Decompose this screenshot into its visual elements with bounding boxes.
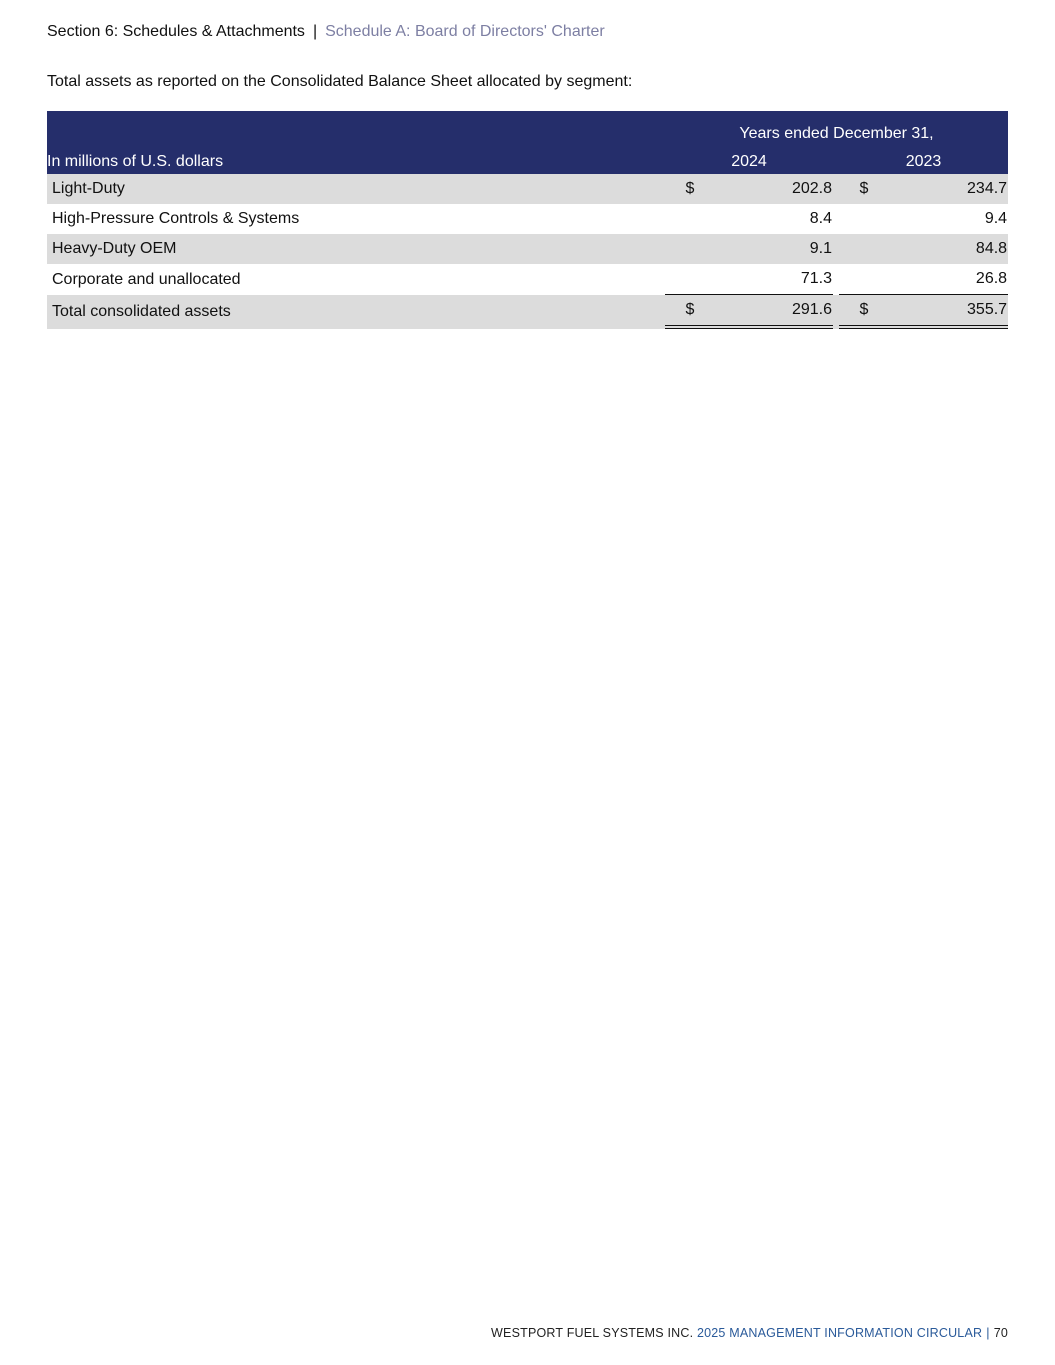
total-label: Total consolidated assets (47, 295, 665, 329)
footer-company: WESTPORT FUEL SYSTEMS INC. (491, 1326, 694, 1340)
table-row (47, 174, 1008, 204)
row-label: Light-Duty (47, 174, 665, 204)
total-2023: 355.7 (889, 295, 1008, 329)
currency-symbol: $ (665, 174, 715, 204)
row-label: High-Pressure Controls & Systems (52, 210, 300, 227)
section-title: Section 6: Schedules & Attachments (47, 23, 305, 40)
value-2023: 9.4 (984, 210, 1008, 227)
footer-separator: | (986, 1326, 990, 1340)
table-header-row-years (47, 143, 1008, 174)
table-row (47, 204, 1008, 234)
page-header (47, 23, 605, 41)
value-2024: 8.4 (809, 210, 832, 227)
value-2023: 234.7 (889, 174, 1008, 204)
table-total-row (47, 295, 1008, 329)
year-header-2023: 2023 (839, 143, 1008, 174)
table-row (47, 264, 1008, 295)
table-row (47, 234, 1008, 264)
value-2023: 84.8 (889, 234, 1008, 264)
row-label: Corporate and unallocated (52, 270, 241, 288)
units-header: In millions of U.S. dollars (47, 143, 665, 174)
header-separator: | (312, 23, 318, 40)
subsection-title: Schedule A: Board of Directors' Charter (325, 23, 605, 40)
page-number: 70 (993, 1326, 1008, 1340)
value-2023: 26.8 (889, 264, 1008, 295)
currency-symbol: $ (839, 295, 889, 329)
row-label: Heavy-Duty OEM (47, 234, 665, 264)
year-header-2024: 2024 (665, 143, 833, 174)
value-2024: 9.1 (715, 234, 833, 264)
total-2024: 291.6 (715, 295, 833, 329)
page-footer (491, 1326, 1008, 1340)
table-header-row-period (47, 111, 1008, 143)
currency-symbol: $ (839, 174, 889, 204)
period-header: Years ended December 31, (665, 111, 1008, 143)
segment-assets-table (47, 111, 1008, 329)
value-2024: 202.8 (715, 174, 833, 204)
footer-document-title: 2025 MANAGEMENT INFORMATION CIRCULAR (696, 1326, 983, 1340)
currency-symbol: $ (665, 295, 715, 329)
intro-text: Total assets as reported on the Consolidated Balance Sheet allocated by segment: (47, 73, 633, 90)
value-2024: 71.3 (715, 264, 833, 295)
